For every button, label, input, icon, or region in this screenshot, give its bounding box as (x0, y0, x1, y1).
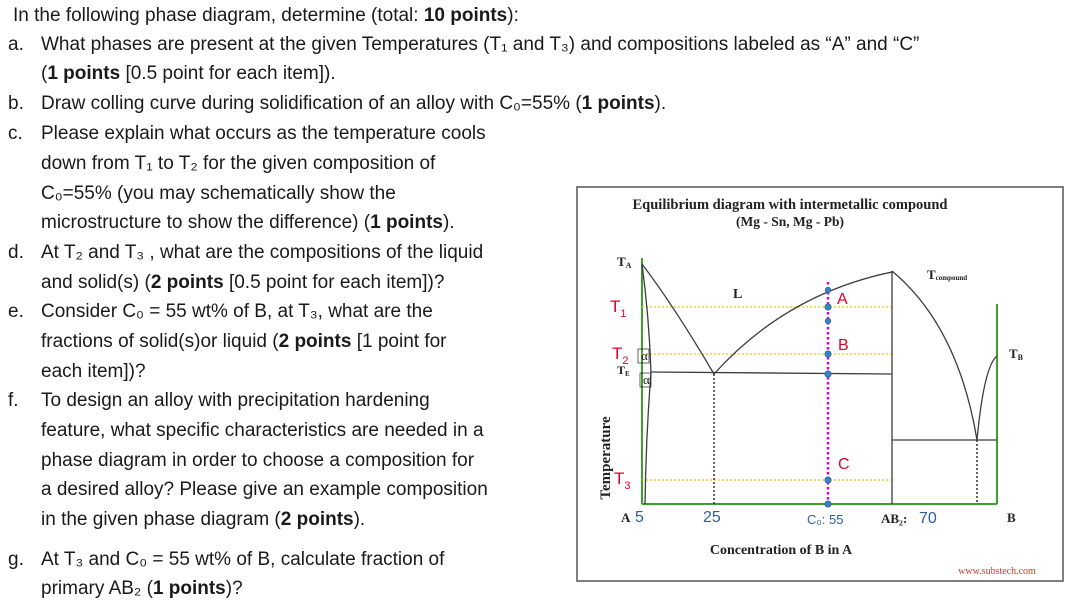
source-credit: www.substech.com (958, 566, 1036, 577)
marker-dot (825, 501, 831, 507)
y-axis-label: Temperature (598, 416, 614, 500)
item-c-line3: C₀=55% (you may schematically show the (41, 183, 396, 204)
marker-dot (825, 371, 831, 377)
point-c-label: C (838, 456, 850, 473)
item-g-line2: primary AB₂ (1 points)? (41, 578, 243, 599)
item-e-line3: each item])? (41, 361, 146, 382)
label-t1: $T_1$ (610, 297, 627, 320)
label-ta: TA (617, 254, 632, 270)
point-b-label: B (838, 337, 849, 354)
marker-dot (825, 287, 831, 293)
phase-diagram (576, 186, 1064, 582)
item-a-line2: (1 points [0.5 point for each item]). (41, 63, 336, 84)
item-b-line1: Draw colling curve during solidification of an alloy with C₀=55% (1 points). (41, 93, 667, 114)
x-label-b: B (1007, 510, 1016, 525)
item-e-letter: e. (8, 301, 24, 322)
item-f-line2: feature, what specific characteristics are needed in a (41, 420, 484, 441)
x-label-ab2: AB₂: (881, 511, 908, 526)
item-g-line1: At T₃ and C₀ = 55 wt% of B, calculate fraction of (41, 549, 445, 570)
item-f-line5: in the given phase diagram (2 points). (41, 509, 366, 530)
x-label-5: 5 (635, 509, 644, 526)
marker-dot (825, 318, 831, 324)
item-c-line1: Please explain what occurs as the temperature cools (41, 123, 486, 144)
item-a-letter: a. (8, 34, 24, 55)
alpha-label-1: α (641, 348, 648, 363)
marker-dot (825, 304, 831, 310)
label-tcompound: Tcompound (927, 267, 968, 282)
marker-dot (825, 477, 831, 483)
item-e-line2: fractions of solid(s)or liquid (2 points [1 point for (41, 331, 447, 352)
item-d-line1: At T₂ and T₃ , what are the compositions of the liquid (41, 242, 484, 263)
x-label-70: 70 (919, 510, 937, 527)
item-f-letter: f. (8, 390, 19, 411)
item-f-line3: phase diagram in order to choose a composition for (41, 450, 475, 471)
item-g-letter: g. (8, 549, 24, 570)
item-c-line4: microstructure to show the difference) (1 points). (41, 212, 455, 233)
label-te: TE (617, 363, 630, 378)
label-t3: $T_3$ (614, 469, 631, 492)
item-c-line2: down from T₁ to T₂ for the given composition of (41, 153, 436, 174)
liquid-label: L (733, 287, 743, 302)
diagram-title: Equilibrium diagram with intermetallic compound (632, 197, 948, 213)
point-a-label: A (837, 291, 848, 308)
item-f-line4: a desired alloy? Please give an example composition (41, 479, 488, 500)
label-t2: $T_2$ (612, 344, 629, 367)
x-label-25: 25 (703, 509, 721, 526)
diagram-subtitle: (Mg - Sn, Mg - Pb) (736, 214, 844, 229)
item-d-line2: and solid(s) (2 points [0.5 point for each item])? (41, 272, 445, 293)
alpha-label-2: α (643, 372, 650, 387)
label-tb: TB (1009, 346, 1024, 362)
item-b-letter: b. (8, 93, 24, 114)
x-axis-label: Concentration of B in A (709, 543, 853, 558)
question-intro: In the following phase diagram, determine (total: 10 points): (13, 5, 519, 26)
item-f-line1: To design an alloy with precipitation hardening (41, 390, 430, 411)
item-e-line1: Consider C₀ = 55 wt% of B, at T₃, what are the (41, 301, 433, 322)
item-d-letter: d. (8, 242, 24, 263)
item-c-letter: c. (8, 123, 23, 144)
x-label-c0: C₀: 55 (807, 512, 844, 527)
x-label-a: A (621, 510, 631, 525)
marker-dot (825, 351, 831, 357)
item-a-line1: What phases are present at the given Temperatures (T₁ and T₃) and compositions labeled as “A” and “C” (41, 34, 920, 55)
